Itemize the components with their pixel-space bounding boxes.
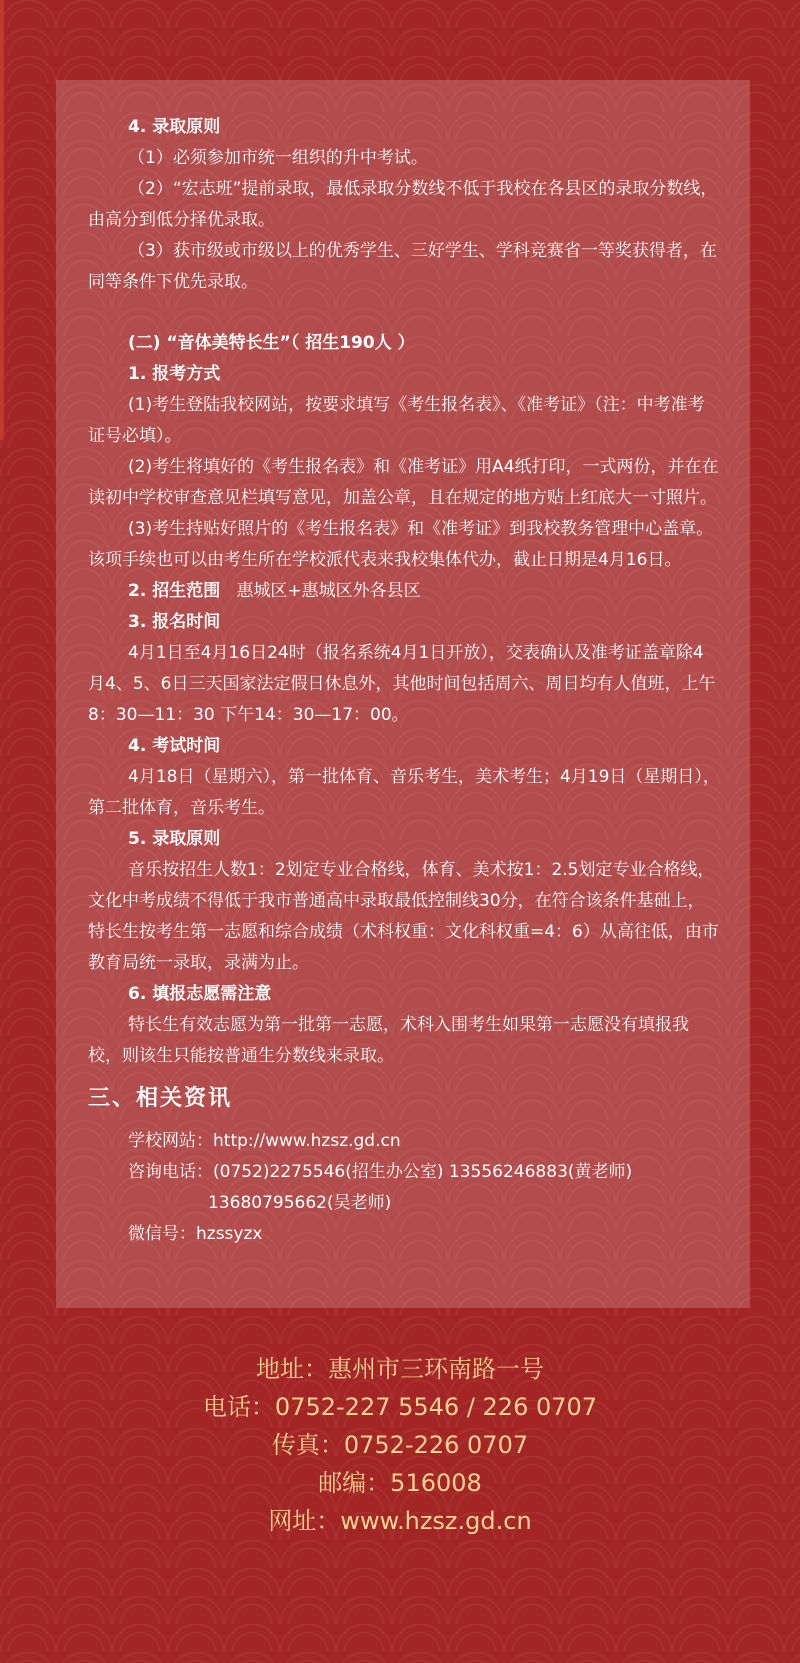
- info-title: 三、相关资讯: [88, 1086, 233, 1111]
- footer-contact: [0, 1350, 800, 1540]
- info-phone-1: 咨询电话：(0752)2275546(招生办公室) 13556246883(黄老师): [128, 1162, 633, 1182]
- footer-address: 地址：惠州市三环南路一号: [256, 1355, 544, 1383]
- sports-s6-title: 6. 填报志愿需注意: [128, 984, 272, 1004]
- sports-s4-text: 4月18日（星期六），第一批体育、音乐考生，美术考生；4月19日（星期日），第二批体育，音乐考生。: [88, 767, 720, 818]
- sports-s2-title: 2. 招生范围: [128, 581, 221, 601]
- sports-s6-text: 特长生有效志愿为第一批第一志愿，术科入围考生如果第一志愿没有填报我校，则该生只能按普通生分数线来录取。: [88, 1015, 689, 1066]
- sports-s2-text: 惠城区+惠城区外各县区: [236, 581, 421, 601]
- section-4-item-2: （2）“宏志班”提前录取，最低录取分数线不低于我校在各县区的录取分数线，由高分到低分择优录取。: [88, 179, 718, 230]
- info-website: 学校网站：http://www.hzsz.gd.cn: [128, 1131, 401, 1151]
- section-4-title: 4. 录取原则: [128, 117, 221, 137]
- sports-s1-item-3: (3)考生持贴好照片的《考生报名表》和《准考证》到我校教务管理中心盖章。该项手续也可以由考生所在学校派代表来我校集体代办，截止日期是4月16日。: [88, 519, 714, 570]
- footer-web: 网址：www.hzsz.gd.cn: [268, 1507, 532, 1535]
- sports-s5-title: 5. 录取原则: [128, 829, 221, 849]
- sports-s3-text: 4月1日至4月16日24时（报名系统4月1日开放），交表确认及准考证盖章除4月4、5、6日三天国家法定假日休息外，其他时间包括周六、周日均有人值班，上午8：30—11：30 下午14：30—17：00。: [88, 643, 716, 725]
- sports-s4-title: 4. 考试时间: [128, 736, 221, 756]
- sports-s5-text: 音乐按招生人数1：2划定专业合格线，体育、美术按1：2.5划定专业合格线，文化中考成绩不得低于我市普通高中录取最低控制线30分，在符合该条件基础上，特长生按考生第一志愿和综合成绩（术科权重：文化科权重=4：6）从高往低，由市教育局统一录取，录满为止。: [88, 860, 719, 973]
- sports-s1-title: 1. 报考方式: [128, 364, 221, 384]
- sports-s3-title: 3. 报名时间: [128, 612, 221, 632]
- footer-tel: 电话：0752-227 5546 / 226 0707: [202, 1393, 598, 1421]
- sports-s1-item-1: (1)考生登陆我校网站，按要求填写《考生报名表》、《准考证》（注：中考准考证号必填）。: [88, 395, 705, 446]
- sports-title: (二) “音体美特长生”（ 招生190人 ）: [128, 333, 415, 353]
- info-phone-2: 13680795662(吴老师): [208, 1193, 392, 1213]
- left-edge-strip: [0, 0, 4, 440]
- footer-fax: 传真：0752-226 0707: [271, 1431, 529, 1459]
- spacer: [88, 298, 720, 328]
- section-4-item-1: （1）必须参加市统一组织的升中考试。: [128, 148, 428, 168]
- sports-s1-item-2: (2)考生将填好的《考生报名表》和《准考证》用A4纸打印，一式两份，并在在读初中学校审查意见栏填写意见，加盖公章，且在规定的地方贴上红底大一寸照片。: [88, 457, 719, 508]
- sports-s2-line: [88, 576, 720, 607]
- main-content: [88, 112, 720, 1250]
- info-wechat: 微信号：hzssyzx: [128, 1224, 263, 1244]
- section-4-item-3: （3）获市级或市级以上的优秀学生、三好学生、学科竞赛省一等奖获得者，在同等条件下优先录取。: [88, 241, 717, 292]
- footer-zip: 邮编：516008: [318, 1469, 482, 1497]
